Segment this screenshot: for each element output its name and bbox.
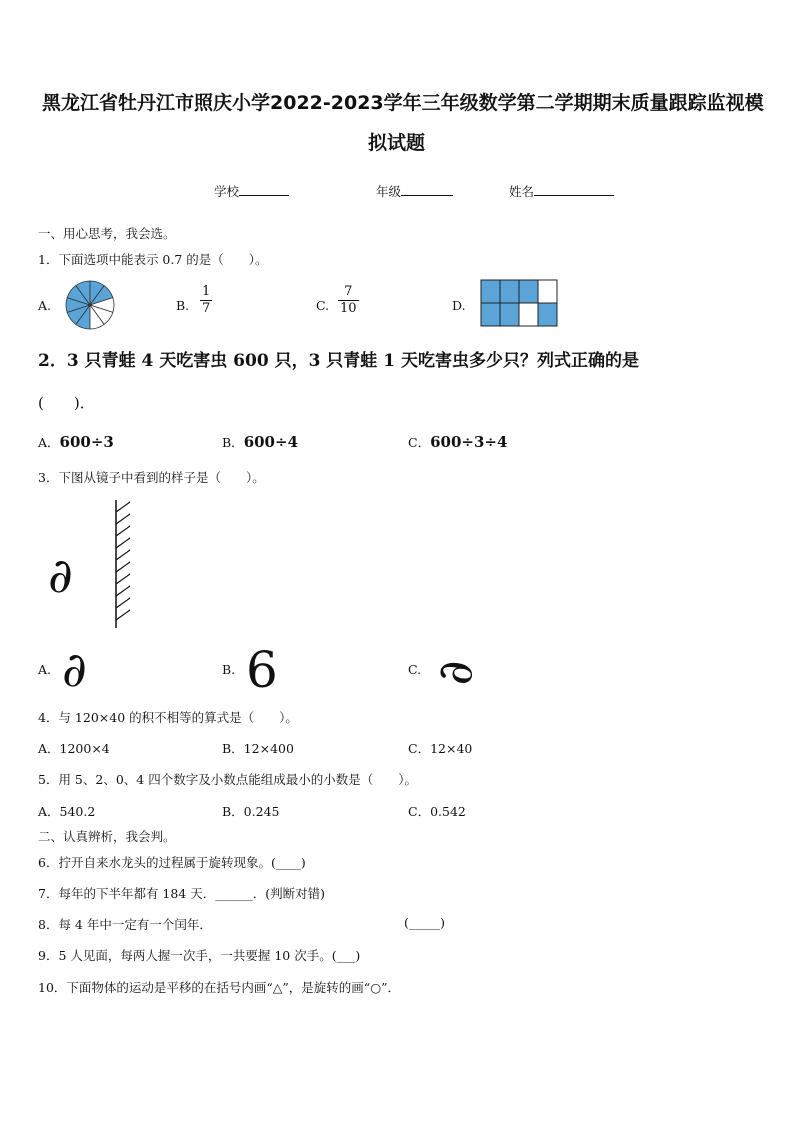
- question-1-stem: 1．下面选项中能表示 0.7 的是（ ）。: [38, 252, 268, 267]
- grid-cell: [500, 280, 519, 303]
- option-label-b[interactable]: B.: [176, 298, 190, 313]
- question-2-stem: 2．3 只青蛙 4 天吃害虫 600 只，3 只青蛙 1 天吃害虫多少只？列式正确的是: [38, 351, 639, 371]
- q3-option-b-label[interactable]: B.: [222, 662, 236, 677]
- grid-cell: [500, 303, 519, 326]
- fraction-one-seventh: [200, 284, 212, 317]
- mirror-hatch-mark: [116, 538, 130, 548]
- q2-option-a[interactable]: [38, 432, 114, 451]
- grid-cell: [519, 280, 538, 303]
- mirror-hatch-mark: [116, 586, 130, 596]
- section-heading-judge: 二、认真辨析，我会判。: [38, 829, 176, 844]
- name-field[interactable]: [509, 182, 614, 200]
- mirror-hatch-mark: [116, 598, 130, 608]
- name-label: 姓名: [509, 184, 535, 199]
- fraction-numerator: 1: [202, 284, 211, 299]
- q5-option-b[interactable]: B．0.245: [222, 804, 280, 819]
- q2-option-b[interactable]: [222, 432, 298, 451]
- q2-option-c[interactable]: [408, 432, 507, 451]
- question-4-stem: 4．与 120×40 的积不相等的算式是（ ）。: [38, 710, 298, 725]
- q4-option-c[interactable]: C．12×40: [408, 741, 473, 756]
- q5-option-c[interactable]: C．0.542: [408, 804, 466, 819]
- question-8-answer-blank[interactable]: (_____): [404, 915, 446, 930]
- question-9: 9．5 人见面，每两人握一次手，一共要握 10 次手。(___): [38, 948, 361, 963]
- mirror-hatch-mark: [116, 574, 130, 584]
- q3-option-c-glyph[interactable]: ∂: [427, 660, 484, 686]
- q3-option-b-glyph[interactable]: 6: [246, 641, 278, 699]
- option-text: 600÷3: [59, 433, 114, 451]
- pie-diagram: [64, 279, 116, 331]
- question-5-stem: 5．用 5、2、0、4 四个数字及小数点能组成最小的小数是（ ）。: [38, 772, 417, 787]
- option-label-c[interactable]: C.: [316, 298, 330, 313]
- grade-label: 年级: [376, 184, 402, 199]
- grid-cell: [481, 280, 500, 303]
- q3-option-a-label[interactable]: A.: [38, 662, 52, 677]
- grade-blank[interactable]: [401, 183, 453, 196]
- fraction-denominator: 10: [340, 301, 357, 316]
- option-text: 600÷4: [243, 433, 299, 451]
- school-label: 学校: [214, 184, 240, 199]
- option-label: C．: [408, 435, 431, 450]
- q4-option-a[interactable]: A．1200×4: [38, 741, 110, 756]
- q4-option-b[interactable]: B．12×400: [222, 741, 294, 756]
- option-label: A．: [38, 435, 60, 450]
- option-label-d[interactable]: D.: [452, 298, 466, 313]
- option-label: B．: [222, 435, 244, 450]
- mirror-hatch-mark: [116, 526, 130, 536]
- question-6: 6．拧开自来水龙头的过程属于旋转现象。(____): [38, 855, 306, 870]
- mirror-hatch-mark: [116, 502, 130, 512]
- question-7: 7．每年的下半年都有 184 天．______．(判断对错): [38, 886, 326, 901]
- question-10-stem: 10．下面物体的运动是平移的在括号内画“△”，是旋转的画“○”．: [38, 980, 400, 995]
- page-title: 黑龙江省牡丹江市照庆小学2022-2023学年三年级数学第二学期期末质量跟踪监视模: [42, 92, 764, 114]
- grid-cell: [519, 303, 538, 326]
- mirror-hatch-mark: [116, 514, 130, 524]
- name-blank[interactable]: [534, 183, 614, 196]
- fraction-numerator: 7: [344, 284, 353, 299]
- mirror-hatch-mark: [116, 550, 130, 560]
- q3-option-c-label[interactable]: C.: [408, 662, 422, 677]
- school-blank[interactable]: [239, 183, 289, 196]
- question-2-stem-continued: ( )．: [38, 394, 95, 412]
- mirror-figure-glyph: ∂: [48, 548, 73, 604]
- question-3-stem: 3．下图从镜子中看到的样子是（ ）。: [38, 470, 265, 485]
- page-title-continued: 拟试题: [368, 132, 426, 154]
- q5-option-a[interactable]: A．540.2: [38, 804, 96, 819]
- mirror-icon: [108, 498, 138, 632]
- grid-cell: [538, 280, 557, 303]
- grid-diagram: [480, 279, 558, 327]
- fraction-seven-tenths: [338, 284, 359, 317]
- grid-cell: [538, 303, 557, 326]
- grid-cell: [481, 303, 500, 326]
- section-heading-choice: 一、用心思考，我会选。: [38, 226, 176, 241]
- question-8-stem: 8．每 4 年中一定有一个闰年．: [38, 917, 212, 932]
- option-text: 600÷3÷4: [430, 433, 508, 451]
- option-label-a[interactable]: A.: [38, 298, 52, 313]
- q3-option-a-glyph[interactable]: ∂: [62, 642, 87, 698]
- mirror-hatch-mark: [116, 610, 130, 620]
- school-field[interactable]: [214, 182, 289, 200]
- fraction-denominator: 7: [202, 301, 211, 316]
- mirror-hatch-mark: [116, 562, 130, 572]
- grade-field[interactable]: [376, 182, 453, 200]
